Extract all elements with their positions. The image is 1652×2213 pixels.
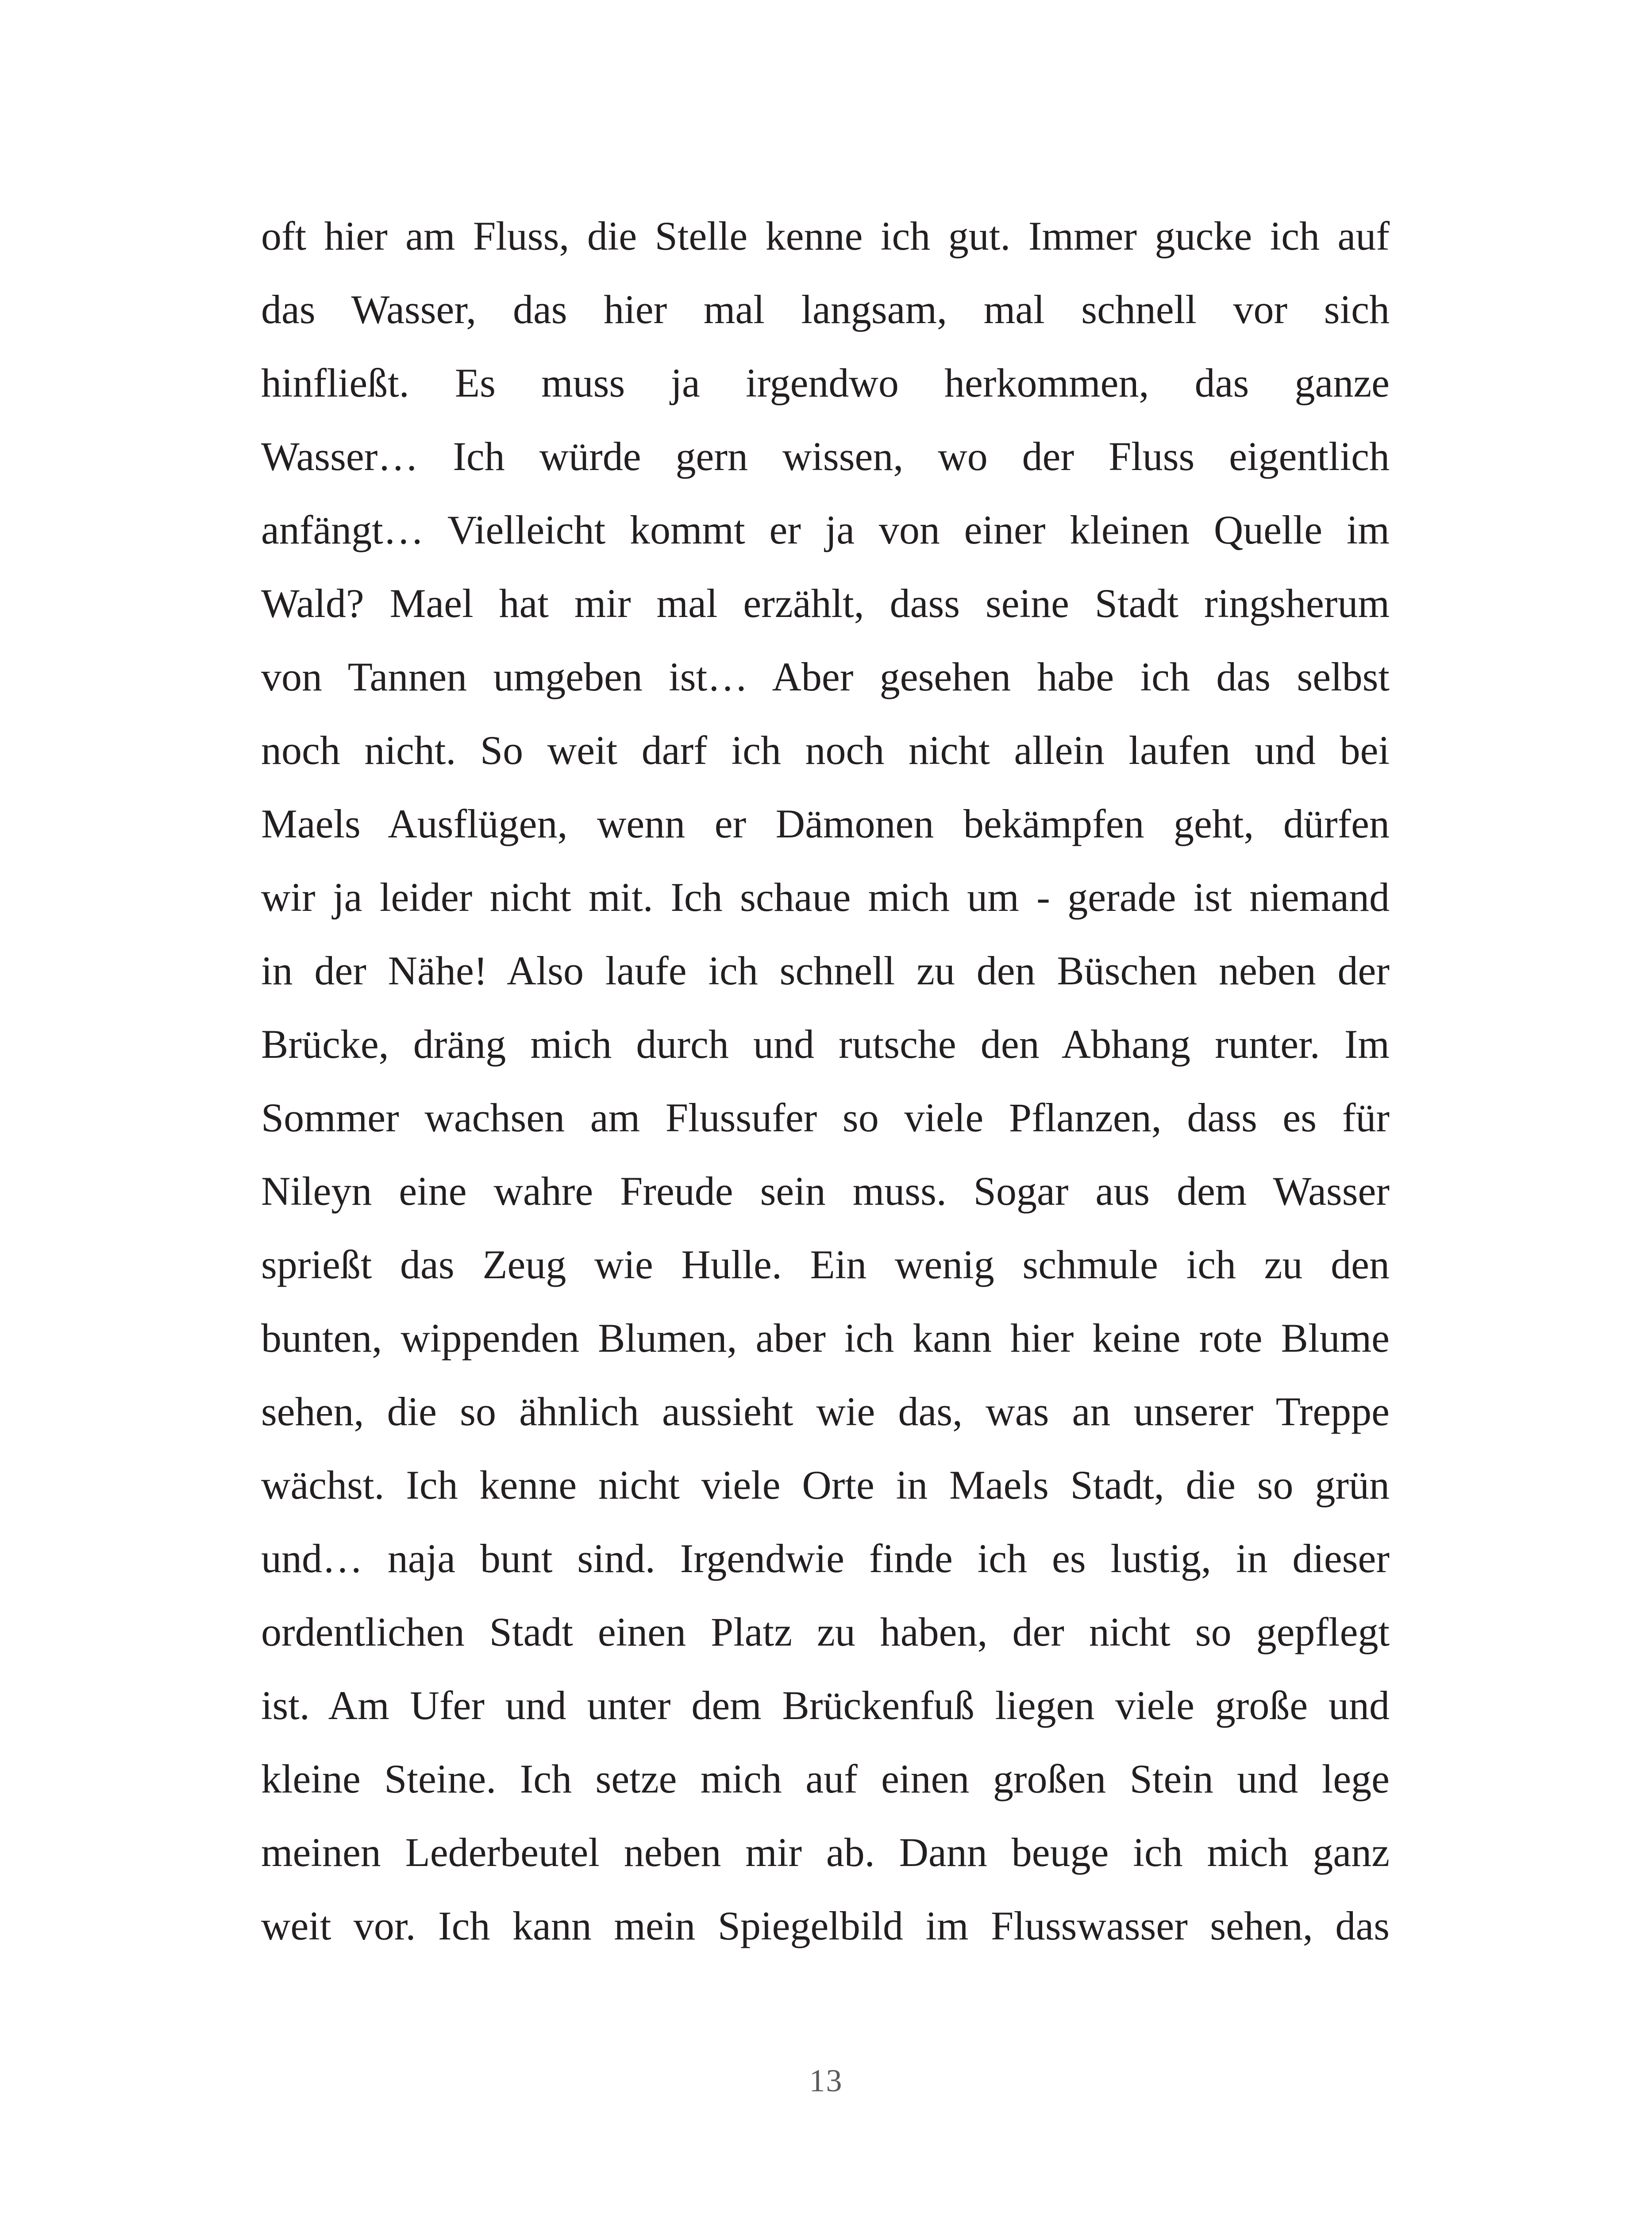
text-line: Wald? Mael hat mir mal erzählt, dass seine Stadt ringsherum: [261, 581, 1390, 626]
text-line: und… naja bunt sind. Irgendwie finde ich es lustig, in dieser: [261, 1536, 1390, 1581]
text-line: Sommer wachsen am Flussufer so viele Pflanzen, dass es für: [261, 1095, 1390, 1140]
text-line: ist. Am Ufer und unter dem Brückenfuß liegen viele große und: [261, 1683, 1390, 1728]
text-line: ordentlichen Stadt einen Platz zu haben, der nicht so gepflegt: [261, 1609, 1390, 1654]
text-line: Nileyn eine wahre Freude sein muss. Sogar aus dem Wasser: [261, 1168, 1390, 1214]
text-line: in der Nähe! Also laufe ich schnell zu den Büschen neben der: [261, 948, 1390, 993]
text-line: meinen Lederbeutel neben mir ab. Dann beuge ich mich ganz: [261, 1830, 1390, 1875]
text-line: Wasser… Ich würde gern wissen, wo der Fluss eigentlich: [261, 434, 1390, 479]
text-line: bunten, wippenden Blumen, aber ich kann hier keine rote Blume: [261, 1315, 1390, 1361]
text-line: Brücke, dräng mich durch und rutsche den Abhang runter. Im: [261, 1022, 1390, 1067]
text-line: oft hier am Fluss, die Stelle kenne ich gut. Immer gucke ich auf: [261, 213, 1390, 258]
text-line: anfängt… Vielleicht kommt er ja von einer kleinen Quelle im: [261, 507, 1390, 552]
text-line: kleine Steine. Ich setze mich auf einen großen Stein und lege: [261, 1756, 1390, 1801]
text-line: hinfließt. Es muss ja irgendwo herkommen, das ganze: [261, 360, 1390, 405]
text-line: wächst. Ich kenne nicht viele Orte in Maels Stadt, die so grün: [261, 1462, 1390, 1507]
text-line: sehen, die so ähnlich aussieht wie das, was an unserer Treppe: [261, 1389, 1390, 1434]
text-line: wir ja leider nicht mit. Ich schaue mich um - gerade ist niemand: [261, 875, 1390, 920]
body-text: [261, 199, 1390, 1962]
text-line: weit vor. Ich kann mein Spiegelbild im Flusswasser sehen, das: [261, 1903, 1390, 1948]
text-line: noch nicht. So weit darf ich noch nicht allein laufen und bei: [261, 728, 1390, 773]
text-line: von Tannen umgeben ist… Aber gesehen habe ich das selbst: [261, 654, 1390, 699]
page-number: 13: [809, 2063, 843, 2098]
text-line: das Wasser, das hier mal langsam, mal schnell vor sich: [261, 287, 1390, 332]
text-line: Maels Ausflügen, wenn er Dämonen bekämpfen geht, dürfen: [261, 801, 1390, 846]
text-line: sprießt das Zeug wie Hulle. Ein wenig schmule ich zu den: [261, 1242, 1390, 1287]
